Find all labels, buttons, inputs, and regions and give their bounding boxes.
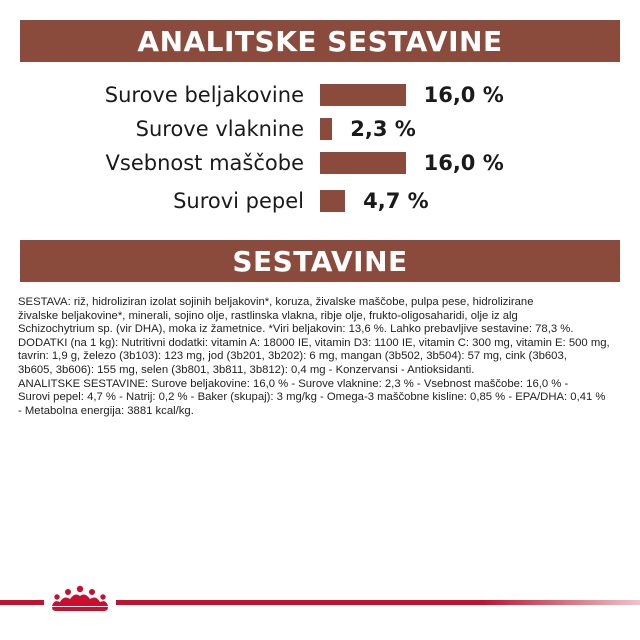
analytical-row — [0, 80, 640, 110]
ingredients-line: 3b605, 3b606): 155 mg, selen (3b801, 3b811, 3b812): 0,4 mg - Konzervansi - Antioksidanti. — [18, 363, 475, 376]
analytical-row-bar — [320, 118, 332, 140]
ingredients-line: ANALITSKE SESTAVINE: Surove beljakovine: 16,0 % - Surove vlaknine: 2,3 % - Vsebnost maščobe: 16,0 % - — [18, 377, 569, 390]
analytical-row-bar — [320, 190, 345, 212]
ingredients-line: Surovi pepel: 4,7 % - Natrij: 0,2 % - Baker (skupaj): 3 mg/kg - Omega-3 maščobne kisline: 0,85 % - EPA/DHA: 0,41 % — [18, 391, 606, 404]
analytical-title: ANALITSKE SESTAVINE — [137, 24, 503, 58]
analytical-row — [0, 148, 640, 178]
analytical-row-bar — [320, 84, 406, 106]
ingredients-line: tavrin: 1,9 g, železo (3b103): 123 mg, jod (3b201, 3b202): 6 mg, mangan (3b502, 3b504): 57 mg, cink (3b603, — [18, 350, 567, 363]
analytical-row-value: 4,7 % — [363, 189, 429, 213]
ingredients-line: Schizochytrium sp. (vir DHA), moka iz žametnice. *Viri beljakovin: 13,6 %. Lahko prebavljive sestavine: 78,3 %. — [18, 323, 574, 336]
ingredients-text — [18, 296, 624, 418]
analytical-row-bar — [320, 152, 406, 174]
analytical-row — [0, 114, 640, 144]
ingredients-title-banner — [20, 240, 620, 282]
analytical-row-label: Vsebnost maščobe — [105, 151, 304, 175]
royal-canin-crown-icon — [46, 584, 114, 612]
ingredients-line: SESTAVA: riž, hidroliziran izolat sojinih beljakovin*, koruza, živalske maščobe, pulpa pese, hidrolizirane — [18, 296, 534, 308]
analytical-row — [0, 186, 640, 216]
analytical-row-label: Surove beljakovine — [104, 83, 304, 107]
analytical-row-label: Surove vlaknine — [135, 117, 304, 141]
analytical-row-value: 2,3 % — [350, 117, 416, 141]
analytical-title-banner — [20, 20, 620, 62]
ingredients-line: DODATKI (na 1 kg): Nutritivni dodatki: vitamin A: 18000 IE, vitamin D3: 1100 IE, vitamin C: 300 mg, vitamin E: 500 mg, — [18, 336, 610, 349]
analytical-row-label: Surovi pepel — [173, 189, 304, 213]
footer-line-right — [116, 600, 640, 605]
ingredients-line: - Metabolna energija: 3881 kcal/kg. — [18, 404, 194, 417]
ingredients-line: živalske beljakovine*, minerali, sojino olje, rastlinska vlakna, ribje olje, frukto-oligosaharidi, olje iz alg — [18, 309, 518, 322]
ingredients-title: SESTAVINE — [232, 244, 408, 278]
analytical-row-value: 16,0 % — [423, 83, 504, 107]
footer-line-left — [0, 600, 44, 605]
analytical-row-value: 16,0 % — [423, 151, 504, 175]
